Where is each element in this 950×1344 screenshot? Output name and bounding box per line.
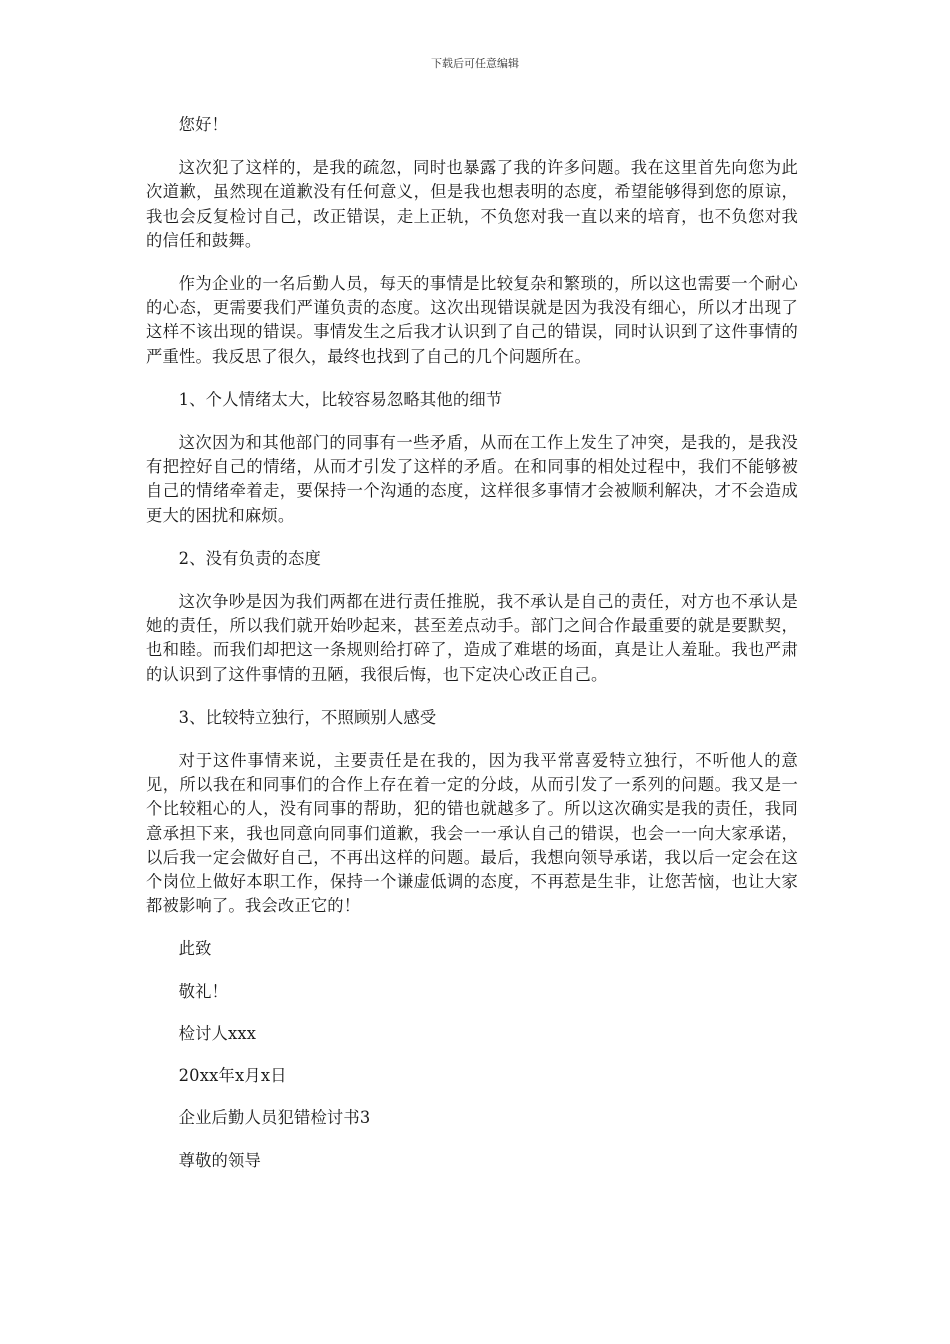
paragraph-apology: 这次犯了这样的，是我的疏忽，同时也暴露了我的许多问题。我在这里首先向您为此次道歉，虽然现在道歉没有任何意义，但是我也想表明的态度，希望能够得到您的原谅，我也会反复检讨自己，改正错误，走上正轨，不负您对我一直以来的培育，也不负您对我的信任和鼓舞。 [146, 158, 798, 250]
point-1-body: 这次因为和其他部门的同事有一些矛盾，从而在工作上发生了冲突，是我的，是我没有把控好自己的情绪，从而才引发了这样的矛盾。在和同事的相处过程中，我们不能够被自己的情绪牵着走，要保持一个沟通的态度，这样很多事情才会被顺利解决，才不会造成更大的困扰和麻烦。 [146, 433, 798, 525]
point-2-heading: 2、没有负责的态度 [178, 548, 322, 568]
next-document-salutation: 尊敬的领导 [178, 1150, 262, 1170]
point-2-body: 这次争吵是因为我们两都在进行责任推脱，我不承认是自己的责任，对方也不承认是她的责任，所以我们就开始吵起来，甚至差点动手。部门之间合作最重要的就是要默契，也和睦。而我们却把这一条规则给打碎了，造成了难堪的场面，真是让人羞耻。我也严肃的认识到了这件事情的丑陋，我很后悔，也下定决心改正自己。 [146, 592, 798, 684]
closing-salutation: 此致 [178, 939, 212, 959]
paragraph-role: 作为企业的一名后勤人员，每天的事情是比较复杂和繁琐的，所以这也需要一个耐心的心态，更需要我们严谨负责的态度。这次出现错误就是因为我没有细心，所以才出现了这样不该出现的错误。事情发生之后我才认识到了自己的错误，同时认识到了这件事情的严重性。我反思了很久，最终也找到了自己的几个问题所在。 [146, 274, 798, 366]
point-3-heading: 3、比较特立独行，不照顾别人感受 [178, 707, 437, 727]
header-note: 下载后可任意编辑 [431, 57, 519, 70]
document-body [146, 113, 798, 1191]
next-document-title: 企业后勤人员犯错检讨书3 [178, 1108, 371, 1128]
date-line: 20xx年x月x日 [178, 1066, 287, 1086]
signature-line: 检讨人xxx [178, 1023, 257, 1043]
point-1-heading: 1、个人情绪太大，比较容易忽略其他的细节 [178, 389, 503, 409]
point-3-body: 对于这件事情来说，主要责任是在我的，因为我平常喜爱特立独行，不听他人的意见，所以我在和同事们的合作上存在着一定的分歧，从而引发了一系列的问题。我又是一个比较粗心的人，没有同事的帮助，犯的错也就越多了。所以这次确实是我的责任，我同意承担下来，我也同意向同事们道歉，我会一一承认自己的错误，也会一一向大家承诺，以后我一定会做好自己，不再出这样的问题。最后，我想向领导承诺，我以后一定会在这个岗位上做好本职工作，保持一个谦虚低调的态度，不再惹是生非，让您苦恼，也让大家都被影响了。我会改正它的！ [146, 751, 798, 916]
closing-regards: 敬礼！ [178, 981, 229, 1001]
greeting: 您好！ [178, 115, 229, 134]
